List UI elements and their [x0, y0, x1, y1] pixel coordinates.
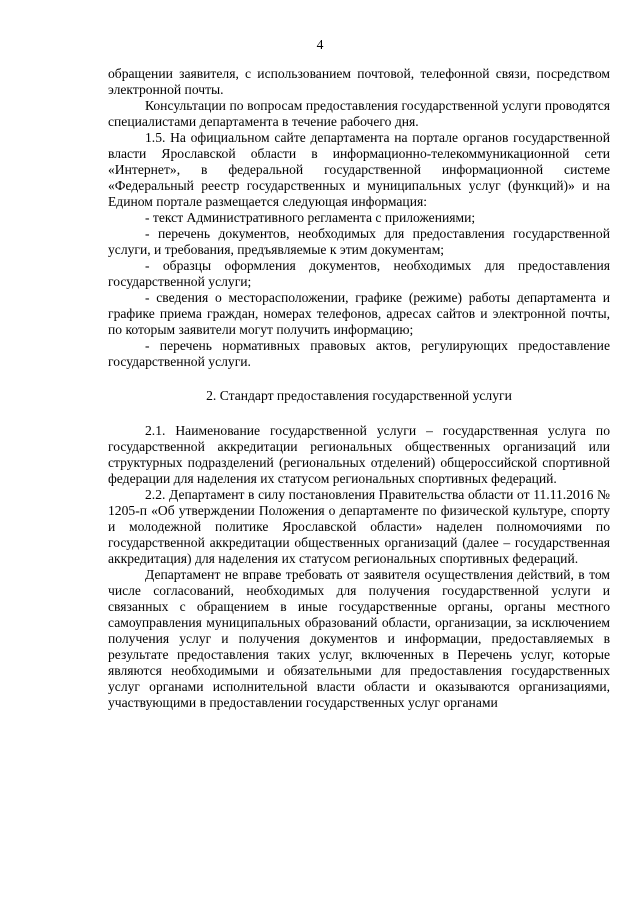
paragraph: Департамент не вправе требовать от заявителя осуществления действий, в том числе согласований, необходимых для получения государственной услуги и связанных с обращением в иные государственные органы, органы местного самоуправления муниципальных образований области, организации, за исключением получения услуг и получения документов и информации, предоставляемых в результате предоставления таких услуг, включенных в Перечень услуг, которые являются необходимыми и обязательными для предоставления государственных услуг органами исполнительной власти области и оказываются организациями, участвующими в предоставлении государственных услуг органами: [108, 567, 610, 710]
section-heading: 2. Стандарт предоставления государственной услуги: [206, 388, 512, 403]
paragraph: - перечень нормативных правовых актов, регулирующих предоставление государственной услуги.: [108, 338, 610, 369]
spacer: [108, 404, 610, 423]
paragraph: - перечень документов, необходимых для предоставления государственной услуги, и требования, предъявляемые к этим документам;: [108, 226, 610, 257]
page-number: 4: [316, 37, 324, 52]
section-paragraphs: [108, 423, 610, 711]
paragraph: - текст Административного регламента с приложениями;: [145, 210, 476, 225]
intro-paragraphs: [108, 66, 610, 370]
paragraph: - сведения о месторасположении, графике (режиме) работы департамента и графике приема граждан, номерах телефонов, адресах сайтов и электронной почты, по которым заявители могут получить информацию;: [108, 290, 610, 337]
paragraph: 2.1. Наименование государственной услуги – государственная услуга по государственной аккредитации региональных общественных организаций или структурных подразделений (региональных отделений) общероссийской спортивной федерации для наделения их статусом региональных спортивных федераций.: [108, 423, 610, 486]
spacer: [108, 370, 610, 388]
document-body: [108, 66, 610, 711]
paragraph: - образцы оформления документов, необходимых для предоставления государственной услуги;: [108, 258, 610, 289]
paragraph: 1.5. На официальном сайте департамента на портале органов государственной власти Ярославской области в информационно-телекоммуникационной сети «Интернет», в федеральной государственной информационной системе «Федеральный реестр государственных и муниципальных услуг (функций)» и на Едином портале размещается следующая информация:: [108, 130, 610, 209]
paragraph: Консультации по вопросам предоставления государственной услуги проводятся специалистами департамента в течение рабочего дня.: [108, 98, 610, 129]
paragraph: обращении заявителя, с использованием почтовой, телефонной связи, посредством электронной почты.: [108, 66, 610, 97]
paragraph: 2.2. Департамент в силу постановления Правительства области от 11.11.2016 № 1205-п «Об утверждении Положения о департаменте по физической культуре, спорту и молодежной политике Ярославской области» наделен полномочиями по государственной аккредитации общественных организаций (далее – государственная аккредитация) для наделения их статусом региональных спортивных федераций.: [108, 487, 610, 566]
